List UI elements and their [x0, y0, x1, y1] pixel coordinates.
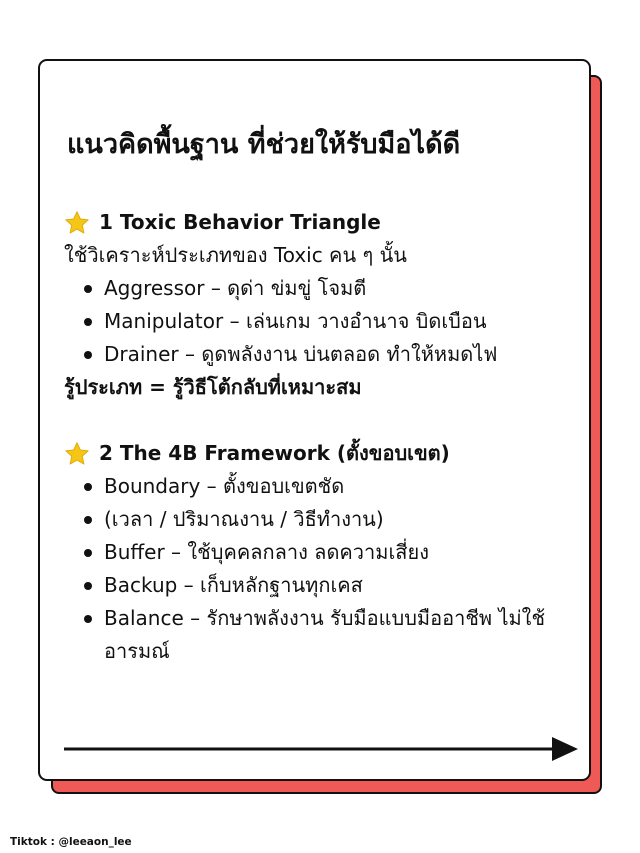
- card-content: [64, 206, 579, 668]
- list-item: Drainer – ดูดพลังงาน บ่นตลอด ทำให้หมดไฟ: [82, 338, 579, 371]
- list-item: Buffer – ใช้บุคคลกลาง ลดความเสี่ยง: [82, 536, 579, 569]
- list-item: Balance – รักษาพลังงาน รับมือแบบมืออาชีพ ไม่ใช้อารมณ์: [82, 602, 579, 668]
- star-icon: [64, 210, 90, 236]
- section1-intro: ใช้วิเคราะห์ประเภทของ Toxic คน ๆ นั้น: [64, 243, 407, 267]
- section2-list: [64, 470, 579, 668]
- list-item: Aggressor – ดุด่า ข่มขู่ โจมตี: [82, 272, 579, 305]
- list-item: (เวลา / ปริมาณงาน / วิธีทำงาน): [82, 503, 579, 536]
- section2-heading: 2 The 4B Framework (ตั้งขอบเขต): [99, 441, 450, 465]
- list-item: Manipulator – เล่นเกม วางอำนาจ บิดเบือน: [82, 305, 579, 338]
- content-card: [38, 59, 591, 781]
- section-spacer: [64, 404, 579, 437]
- page-title: แนวคิดพื้นฐาน ที่ช่วยให้รับมือได้ดี: [67, 129, 461, 160]
- section1-heading-row: [64, 206, 579, 239]
- arrow-right-icon: [64, 735, 578, 763]
- list-item: Backup – เก็บหลักฐานทุกเคส: [82, 569, 579, 602]
- list-item: Boundary – ตั้งขอบเขตชัด: [82, 470, 579, 503]
- star-icon: [64, 441, 90, 467]
- section2-heading-row: [64, 437, 579, 470]
- tiktok-credit: Tiktok : @leeaon_lee: [10, 836, 132, 848]
- section1-list: [64, 272, 579, 371]
- section1-conclusion: รู้ประเภท = รู้วิธีโต้กลับที่เหมาะสม: [64, 375, 362, 399]
- section1-heading: 1 Toxic Behavior Triangle: [99, 210, 381, 234]
